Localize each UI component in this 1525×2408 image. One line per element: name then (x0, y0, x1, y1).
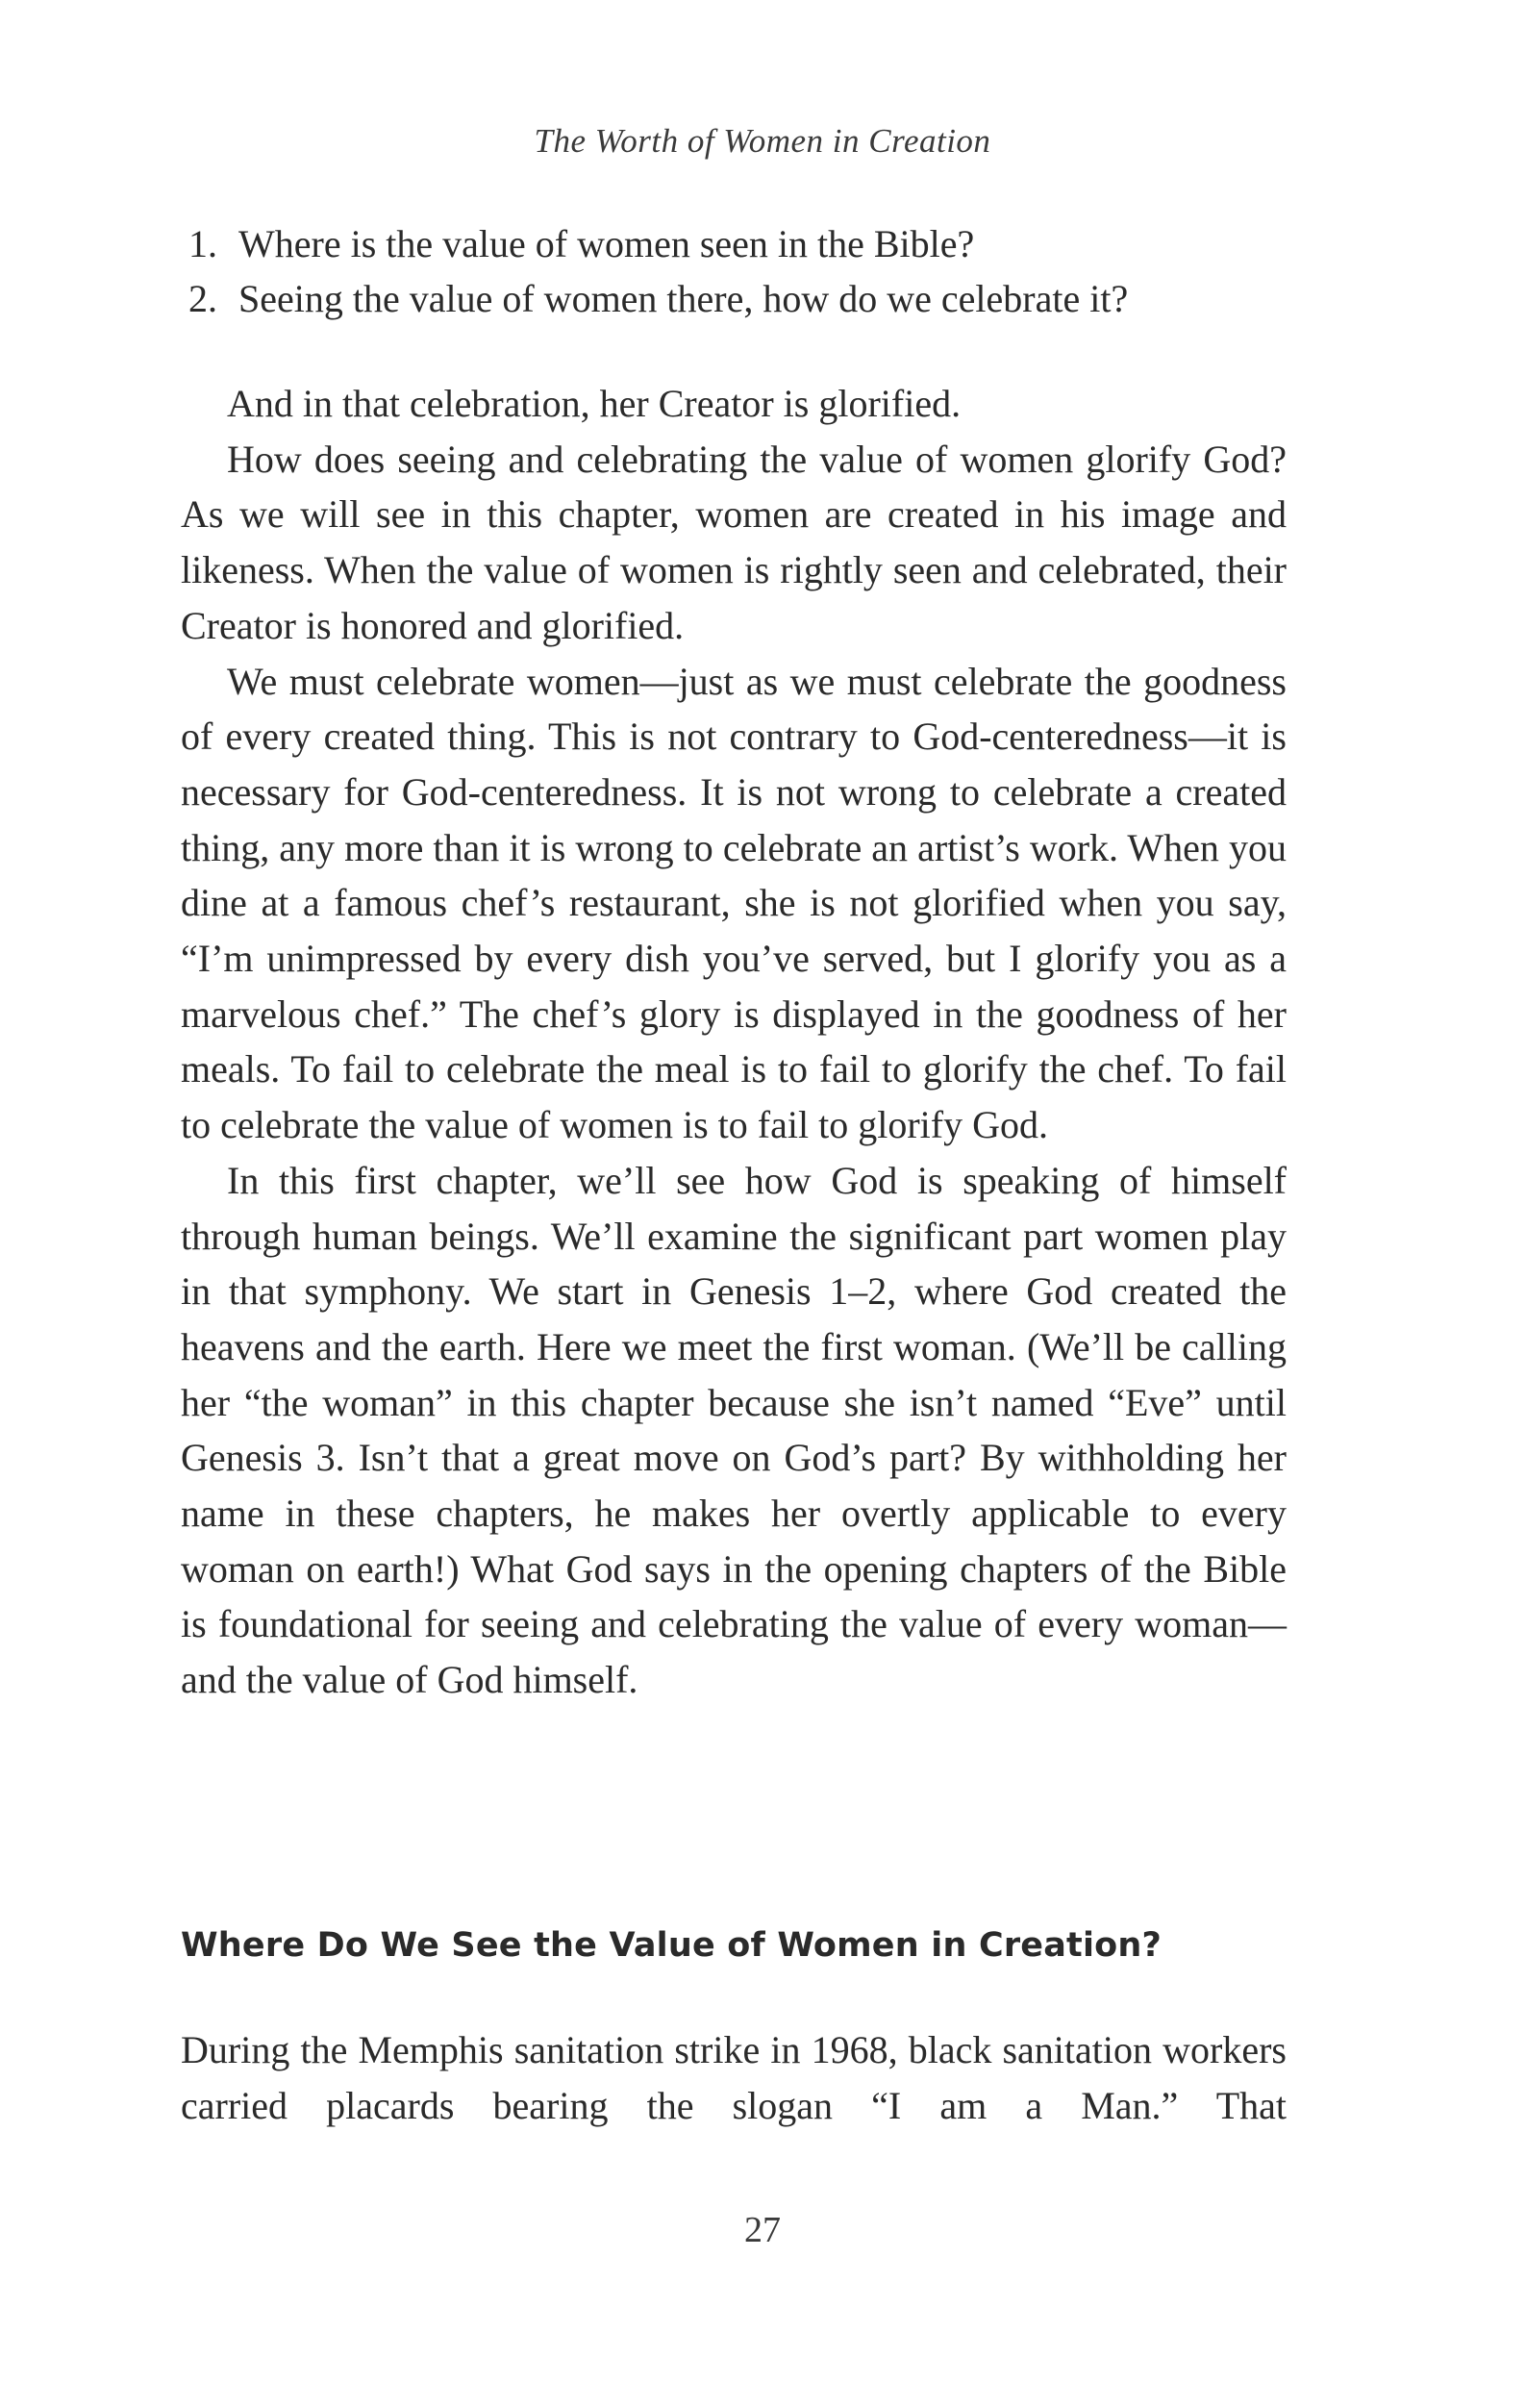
section-body (181, 2022, 1287, 2133)
list-item-text: Where is the value of women seen in the Bible? (238, 222, 975, 265)
paragraph: During the Memphis sanitation strike in 1968, black sanitation workers carried placards bearing the slogan “I am a Man.” That (181, 2028, 1287, 2127)
running-head: The Worth of Women in Creation (534, 122, 991, 160)
section-heading: Where Do We See the Value of Women in Creation? (181, 1926, 1162, 1965)
list-item-text: Seeing the value of women there, how do we celebrate it? (238, 277, 1129, 320)
page-number: 27 (744, 2210, 781, 2250)
body-text (181, 216, 1287, 1708)
question-list (181, 216, 1287, 326)
paragraph: We must celebrate women—just as we must celebrate the goodness of every created thing. This is not contrary to God-centeredness—it is necessary for God-centeredness. It is not wrong to celebrate a created thing, any more than it is wrong to celebrate an artist’s work. When you dine at a famous chef’s restaurant, she is not glorified when you say, “I’m unimpressed by every dish you’ve served, but I glorify you as a marvelous chef.” The chef’s glory is displayed in the goodness of her meals. To fail to celebrate the meal is to fail to glorify the chef. To fail to celebrate the value of women is to fail to glorify God. (181, 659, 1287, 1147)
paragraph: And in that celebration, her Creator is glorified. (227, 382, 962, 425)
paragraphs (181, 376, 1287, 1708)
list-item (188, 216, 1248, 271)
list-item-number: 2. (188, 277, 217, 320)
paragraph: How does seeing and celebrating the value of women glorify God? As we will see in this chapter, women are created in his image and likeness. When the value of women is rightly seen and celebrated, their Creator is honored and glorified. (181, 437, 1287, 647)
paragraph: In this first chapter, we’ll see how God is speaking of himself through human beings. We’ll examine the significant part women play in that symphony. We start in Genesis 1–2, where God created the heavens and the earth. Here we meet the first woman. (We’ll be calling her “the woman” in this chapter because she isn’t named “Eve” until Genesis 3. Isn’t that a great move on God’s part? By withholding her name in these chapters, he makes her overtly applicable to every woman on earth!) What God says in the opening chapters of the Bible is foundational for seeing and celebrating the value of every woman—and the value of God himself. (181, 1158, 1287, 1702)
list-item (188, 271, 1248, 326)
list-item-number: 1. (188, 222, 217, 265)
